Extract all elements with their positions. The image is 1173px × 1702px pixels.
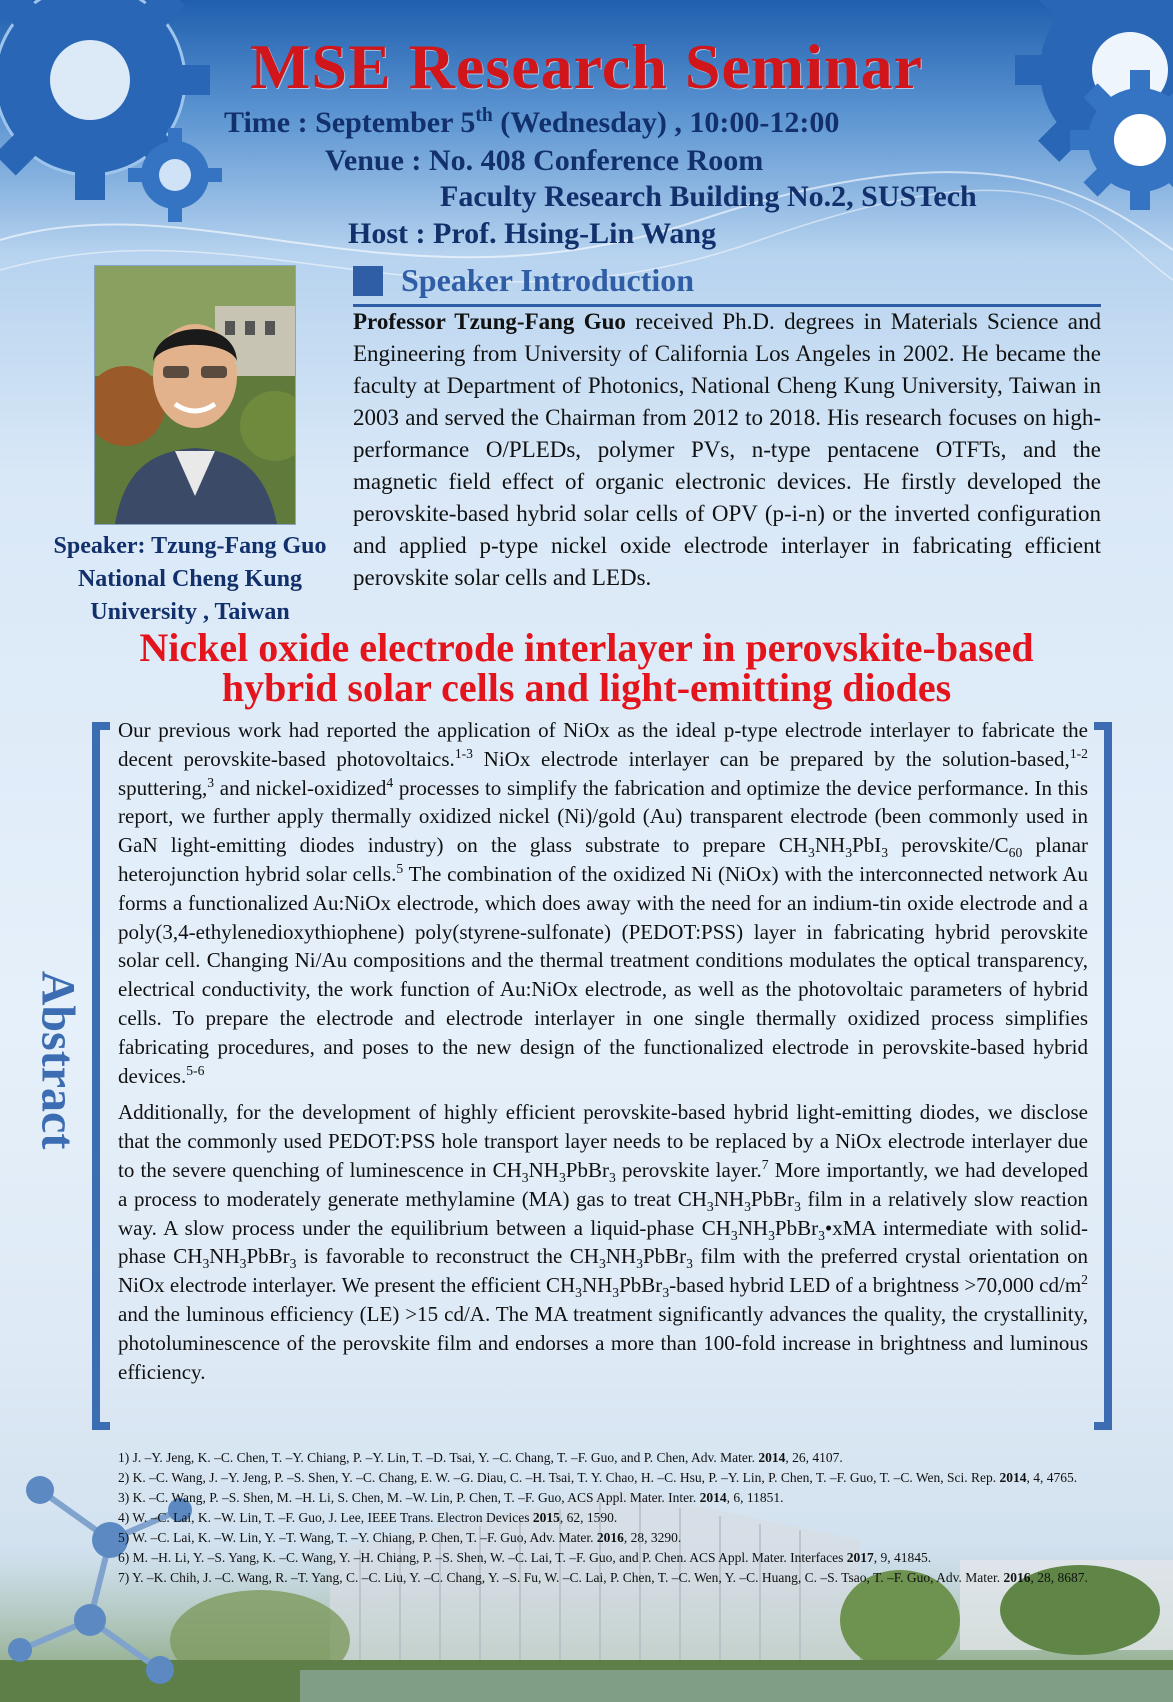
seminar-venue: Venue : No. 408 Conference Room (325, 144, 764, 177)
section-title: Speaker Introduction (401, 262, 695, 298)
abstract-paragraph-2: Additionally, for the development of highly efficient perovskite-based hybrid light-emitting diodes, we disclose that the commonly used PEDOT:PSS hole transport layer needs to be replaced by a NiOx electrode interlayer due to the severe quenching of luminescence in $CH_3NH_3PbBr_3$ perovskite layer.$^7$ More importantly, we had developed a process to moderately generate methylamine (MA) gas to treat $CH_3NH_3PbBr_3$ film in a relatively slow reaction way. A slow process under the equilibrium between a liquid-phase $CH_3NH_3PbBr_3•xMA$ intermediate with solid-phase $CH_3NH_3PbBr_3$ is favorable to reconstruct the $CH_3NH_3PbBr_3$ film with the preferred crystal orientation on NiOx electrode interlayer. We present the efficient $CH_3NH_3PbBr_3$-based hybrid LED of a brightness >70,000 $cd/m^2$ and the luminous efficiency (LE) >15 cd/A. The MA treatment significantly advances the quality, the crystallinity, photoluminescence of the perovskite film and endorses a more than 100-fold increase in brightness and luminous efficiency. (118, 1100, 1088, 1384)
speaker-affiliation-line2: University , Taiwan (90, 599, 290, 625)
speaker-bio: Professor Tzung-Fang Guo received Ph.D. degrees in Materials Science and Engineering from University of California Los Angeles in 2002. He became the faculty at Department of Photonics, National Cheng Kung University, Taiwan in 2003 and served the Chairman from 2012 to 2018. His research focuses on high-performance O/PLEDs, polymer PVs, n-type pentacene OTFTs, and the magnetic field effect of organic electronic devices. He firstly developed the perovskite-based hybrid solar cells of OPV (p-i-n) or the inverted configuration and applied p-type nickel oxide electrode interlayer in fabricating efficient perovskite solar cells and LEDs. (353, 309, 1101, 590)
abstract-label: Abstract (31, 970, 85, 1150)
speaker-photo (94, 265, 296, 525)
abstract-paragraph-1: Our previous work had reported the application of NiOx as the ideal p-type electrode interlayer to fabricate the decent perovskite-based photovoltaics.$^{1-3}$ NiOx electrode interlayer can be prepared by the solution-based,$^{1-2}$ sputtering,$^3$ and nickel-oxidized$^4$ processes to simplify the fabrication and optimize the device performance. In this report, we further apply thermally oxidized nickel (Ni)/gold (Au) transparent electrode (been commonly used in GaN light-emitting diodes industry) on the glass substrate to prepare $CH_3NH_3PbI_3$ perovskite/$C_{60}$ planar heterojunction hybrid solar cells.$^5$ The combination of the oxidized Ni (NiOx) with the interconnected network Au forms a functionalized Au:NiOx electrode, which does away with the need for an indium-tin oxide electrode and a poly(3,4-ethylenedioxythiophene) poly(styrene-sulfonate) (PEDOT:PSS) layer in fabricating hybrid perovskite solar cell. Changing Ni/Au compositions and the thermal treatment conditions modulates the optical transparency, electrical conductivity, the work function of Au:NiOx electrode, as well as the photovoltaic parameters of hybrid cells. To prepare the electrode and electrode interlayer in one single thermally oxidized process simplifies fabricating procedures, and poses to the new design of the functionalized electrode in perovskite-based hybrid devices.$^{5-6}$ (118, 718, 1088, 1088)
speaker-affiliation: National Cheng Kung (77, 566, 303, 592)
seminar-venue-building: Faculty Research Building No.2, SUSTech (440, 180, 977, 213)
seminar-host: Host : Prof. Hsing-Lin Wang (348, 217, 717, 250)
abstract-bracket-right (1094, 722, 1112, 1430)
seminar-time: Time : September 5th (Wednesday) , 10:00-12:00 (224, 105, 840, 139)
abstract-bracket-left (92, 722, 110, 1430)
poster-title: MSE Research Seminar (250, 31, 923, 102)
abstract-text (118, 716, 1088, 1394)
square-bullet-icon (353, 266, 383, 296)
reference-item: 3) K. –C. Wang, P. –S. Shen, M. –H. Li, S. Chen, M. –W. Lin, P. Chen, T. –F. Guo, ACS Appl. Mater. Inter. 2014, 6, 11851. (118, 1490, 784, 1505)
reference-item: 4) W. –C. Lai, K. –W. Lin, T. –F. Guo, J. Lee, IEEE Trans. Electron Devices 2015, 62, 1590. (118, 1510, 618, 1525)
reference-item: 2) K. –C. Wang, J. –Y. Jeng, P. –S. Shen, Y. –C. Chang, E. W. –G. Diau, C. –H. Tsai, T. Y. Chao, H. –C. Hsu, P. –Y. Lin, P. Chen, T. –F. Guo, T. –C. Wen, Sci. Rep. 2014, 4, 4765. (118, 1470, 1078, 1485)
references-list (118, 1448, 1088, 1588)
speaker-caption (30, 530, 350, 629)
talk-title (0, 625, 1173, 710)
talk-title-line1: Nickel oxide electrode interlayer in perovskite-based (139, 625, 1034, 670)
speaker-name: Speaker: Tzung-Fang Guo (53, 533, 327, 559)
talk-title-line2: hybrid solar cells and light-emitting diodes (221, 665, 952, 710)
reference-item: 5) W. –C. Lai, K. –W. Lin, Y. –T. Wang, T. –Y. Chiang, P. Chen, T. –F. Guo, Adv. Mater. 2016, 28, 3290. (118, 1530, 682, 1545)
reference-item: 1) J. –Y. Jeng, K. –C. Chen, T. –Y. Chiang, P. –Y. Lin, T. –D. Tsai, Y. –C. Chang, T. –F. Guo, and P. Chen, Adv. Mater. 2014, 26, 4107. (118, 1450, 843, 1465)
speaker-introduction-header (353, 262, 1101, 307)
reference-item: 6) M. –H. Li, Y. –S. Yang, K. –C. Wang, Y. –H. Chiang, P. –S. Shen, W. –C. Lai, T. –F. Guo, and P. Chen. ACS Appl. Mater. Interfaces 2017, 9, 41845. (118, 1550, 932, 1565)
reference-item: 7) Y. –K. Chih, J. –C. Wang, R. –T. Yang, C. –C. Liu, Y. –C. Chang, Y. –S. Fu, W. –C. Lai, P. Chen, T. –C. Wen, Y. –C. Huang, C. –S. Tsao, T. –F. Guo, Adv. Mater. 2016, 28, 8687. (118, 1570, 1088, 1585)
